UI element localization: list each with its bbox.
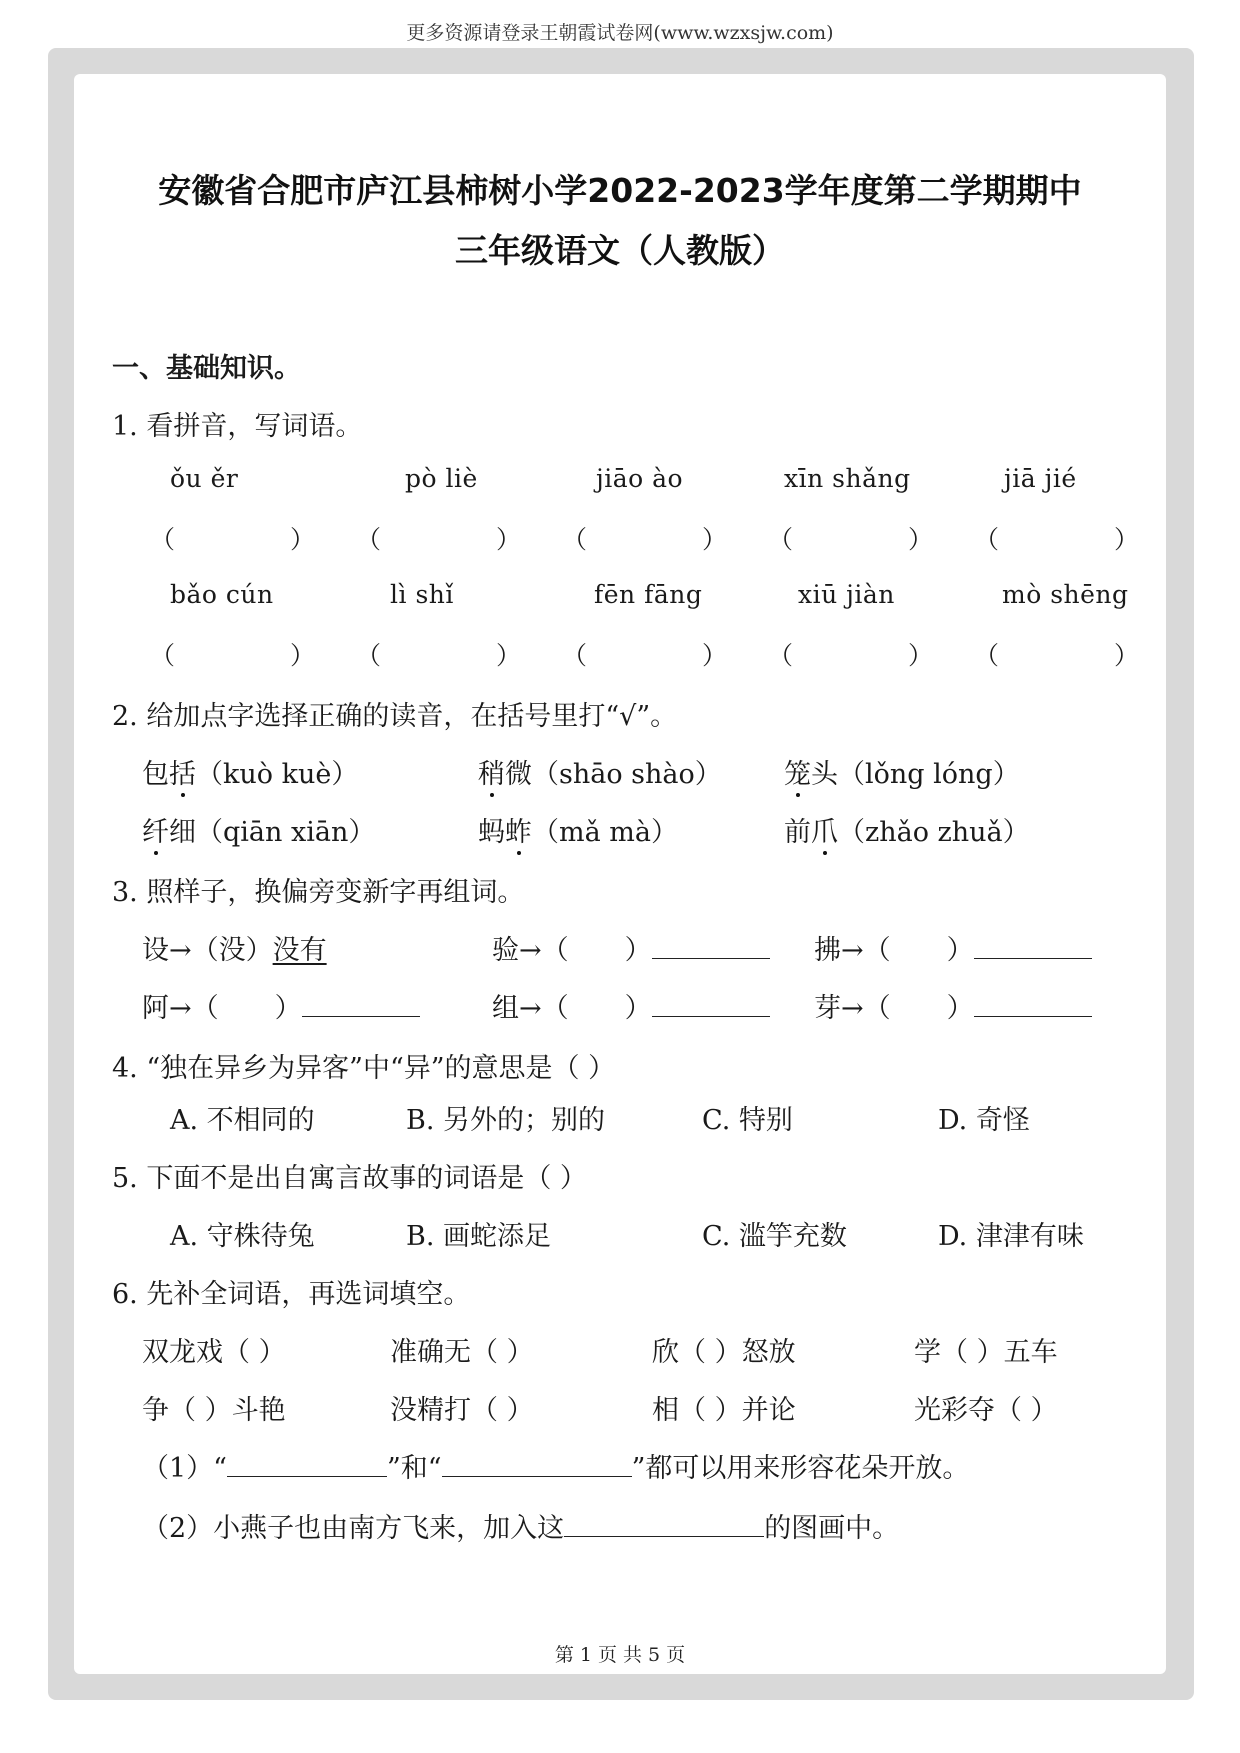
idiom-fill-1[interactable]: 双龙戏（ ） [142, 1337, 286, 1368]
exam-subtitle: 三年级语文（人教版） [455, 231, 785, 270]
q6-sentence-1: （1）“ ”和“ ”都可以用来形容花朵开放。 [142, 1446, 969, 1485]
q4-option-b[interactable]: B. 另外的；别的 [406, 1105, 606, 1136]
page-number: 第 1 页 共 5 页 [554, 1644, 686, 1666]
answer-box-8[interactable] [562, 636, 728, 672]
q6-sentence-2: （2）小燕子也由南方飞来，加入这 的图画中。 [142, 1506, 899, 1545]
idiom-fill-3[interactable]: 欣（ ）怒放 [652, 1337, 796, 1368]
q5-option-b[interactable]: B. 画蛇添足 [406, 1221, 552, 1252]
answer-box-10[interactable] [974, 636, 1140, 672]
dotted-char: 蚱 [505, 810, 532, 849]
q5-prompt: 5. 下面不是出自寓言故事的词语是（ ） [112, 1163, 587, 1194]
pinyin-7: lì shǐ [390, 580, 454, 609]
idiom-fill-5[interactable]: 争（ ）斗艳 [142, 1395, 286, 1426]
q2-item-6: 前爪（zhǎo zhuǎ） [784, 810, 1030, 849]
idiom-fill-7[interactable]: 相（ ）并论 [652, 1395, 796, 1426]
idiom-fill-8[interactable]: 光彩夺（ ） [914, 1395, 1058, 1426]
paren-close: ） [290, 525, 316, 554]
pinyin-options[interactable]: （shāo shào） [532, 759, 722, 790]
paren-open: （ [150, 641, 176, 670]
answer-blank[interactable] [442, 1450, 632, 1477]
answer-box-1[interactable] [150, 520, 316, 556]
idiom-fill-4[interactable]: 学（ ）五车 [914, 1337, 1058, 1368]
paren-close: ） [1114, 641, 1140, 670]
answer-box-5[interactable] [974, 520, 1140, 556]
q1-prompt: 1. 看拼音，写词语。 [112, 411, 363, 442]
answer-blank[interactable] [302, 990, 420, 1017]
paren-open: （ [768, 525, 794, 554]
paren-open: （ [356, 641, 382, 670]
answer-blank[interactable] [564, 1510, 764, 1537]
dotted-char: 稍 [478, 752, 505, 791]
q3-item-3[interactable]: 阿→（ ） [142, 986, 420, 1025]
pinyin-options[interactable]: （lǒng lóng） [838, 759, 1020, 790]
q3-prompt: 3. 照样子，换偏旁变新字再组词。 [112, 877, 525, 908]
paren-close: ） [496, 525, 522, 554]
pinyin-options[interactable]: （qiān xiān） [196, 817, 376, 848]
q4-prompt: 4. “独在异乡为异客”中“异”的意思是（ ） [112, 1053, 616, 1084]
site-watermark-header: 更多资源请登录王朝霞试卷网(www.wzxsjw.com) [406, 22, 834, 44]
paren-close: ） [1114, 525, 1140, 554]
idiom-fill-6[interactable]: 没精打（ ） [390, 1395, 534, 1426]
q6-prompt: 6. 先补全词语，再选词填空。 [112, 1279, 471, 1310]
paren-close: ） [702, 641, 728, 670]
pinyin-9: xiū jiàn [798, 580, 895, 609]
answer-blank[interactable] [652, 990, 770, 1017]
pinyin-10: mò shēng [1002, 580, 1129, 609]
q3-item-2[interactable]: 拂→（ ） [814, 928, 1092, 967]
pinyin-2: pò liè [405, 464, 478, 493]
idiom-fill-2[interactable]: 准确无（ ） [390, 1337, 534, 1368]
exam-title: 安徽省合肥市庐江县柿树小学2022-2023学年度第二学期期中 [158, 171, 1082, 210]
paren-open: （ [974, 525, 1000, 554]
pinyin-options[interactable]: （mǎ mà） [532, 817, 678, 848]
pinyin-options[interactable]: （kuò kuè） [196, 759, 359, 790]
q2-item-3: 笼头（lǒng lóng） [784, 752, 1020, 791]
paren-close: ） [496, 641, 522, 670]
q3-item-4[interactable]: 组→（ ） [492, 986, 770, 1025]
answer-box-7[interactable] [356, 636, 522, 672]
dotted-char: 爪 [811, 810, 838, 849]
paren-close: ） [908, 525, 934, 554]
q5-option-d[interactable]: D. 津津有味 [938, 1221, 1084, 1252]
q5-option-c[interactable]: C. 滥竽充数 [702, 1221, 847, 1252]
q2-item-4: 纤细（qiān xiān） [142, 810, 375, 849]
q5-option-a[interactable]: A. 守株待兔 [170, 1221, 315, 1252]
pinyin-1: ǒu ěr [170, 464, 239, 493]
paren-open: （ [562, 641, 588, 670]
answer-box-9[interactable] [768, 636, 934, 672]
paren-open: （ [562, 525, 588, 554]
answer-box-3[interactable] [562, 520, 728, 556]
answer-box-4[interactable] [768, 520, 934, 556]
paren-open: （ [768, 641, 794, 670]
pinyin-8: fēn fāng [594, 580, 703, 609]
q2-prompt: 2. 给加点字选择正确的读音，在括号里打“√”。 [112, 701, 678, 732]
answer-box-6[interactable] [150, 636, 316, 672]
q2-item-2: 稍微（shāo shào） [478, 752, 722, 791]
dotted-char: 括 [169, 752, 196, 791]
answer-blank[interactable] [227, 1450, 387, 1477]
dotted-char: 纤 [142, 810, 169, 849]
pinyin-3: jiāo ào [596, 464, 684, 493]
q3-item-1[interactable]: 验→（ ） [492, 928, 770, 967]
example-word: 没有 [272, 935, 327, 966]
answer-blank[interactable] [652, 932, 770, 959]
q4-option-a[interactable]: A. 不相同的 [170, 1105, 315, 1136]
paren-open: （ [356, 525, 382, 554]
q2-item-1: 包括（kuò kuè） [142, 752, 358, 791]
paren-close: ） [908, 641, 934, 670]
dotted-char: 笼 [784, 752, 811, 791]
q3-example: 设→（没）没有 [142, 935, 327, 966]
paren-close: ） [290, 641, 316, 670]
paren-open: （ [150, 525, 176, 554]
answer-blank[interactable] [974, 990, 1092, 1017]
paren-close: ） [702, 525, 728, 554]
q2-item-5: 蚂蚱（mǎ mà） [478, 810, 678, 849]
section-heading-basics: 一、基础知识。 [112, 353, 301, 384]
answer-box-2[interactable] [356, 520, 522, 556]
pinyin-5: jiā jié [1004, 464, 1077, 493]
paren-open: （ [974, 641, 1000, 670]
q3-item-5[interactable]: 芽→（ ） [814, 986, 1092, 1025]
pinyin-4: xīn shǎng [784, 464, 911, 493]
q4-option-c[interactable]: C. 特别 [702, 1105, 793, 1136]
q4-option-d[interactable]: D. 奇怪 [938, 1105, 1030, 1136]
answer-blank[interactable] [974, 932, 1092, 959]
pinyin-options[interactable]: （zhǎo zhuǎ） [838, 817, 1030, 848]
pinyin-6: bǎo cún [170, 580, 274, 609]
